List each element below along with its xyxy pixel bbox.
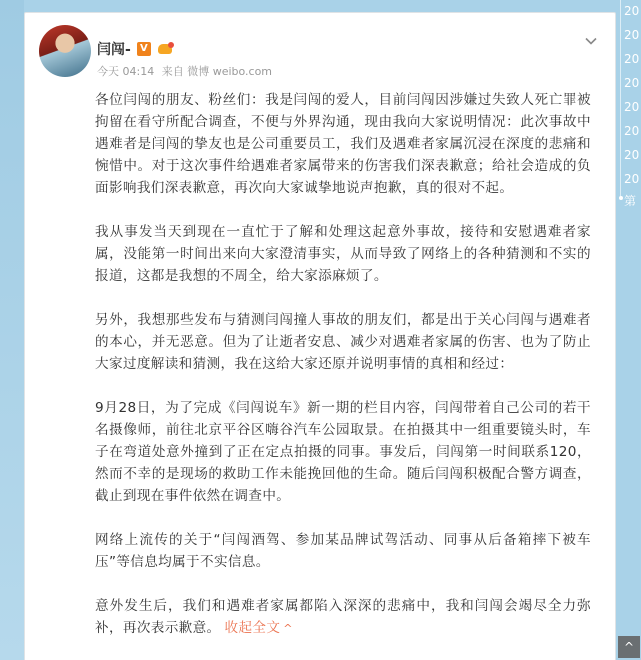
post-paragraph: 我从事发当天到现在一直忙于了解和处理这起意外事故，接待和安慰遇难者家属，没能第一时间出来向大家澄清事实，从而导致了网络上的各种猜测和不实的报道，这都是我想的不周全，给大家添麻烦了。 — [95, 224, 591, 284]
verified-v-icon: V — [137, 42, 151, 56]
post-paragraph: 各位闫闯的朋友、粉丝们：我是闫闯的爱人，目前闫闯因涉嫌过失致人死亡罪被拘留在看守所配合调查，不便与外界沟通，现由我向大家说明情况：此次事故中遇难者是闫闯的挚友也是公司重要员工，我们及遇难者家属沉浸在深度的悲痛和惋惜中。对于这次事件给遇难者家属带来的伤害我们深表歉意；给社会造成的负面影响我们深表歉意，再次向大家诚挚地说声抱歉，真的很对不起。 — [95, 92, 591, 196]
back-to-top-icon[interactable]: ^ — [618, 636, 640, 658]
post-timestamp[interactable]: 今天 04:14 — [97, 65, 155, 78]
weibo-post-card — [24, 12, 616, 660]
post-paragraph-text: 意外发生后，我们和遇难者家属都陷入深深的悲痛中，我和闫闯会竭尽全力弥补，再次表示歉意。 — [95, 598, 591, 636]
timeline-year[interactable]: 20 — [624, 172, 640, 186]
post-paragraph: 网络上流传的关于“闫闯酒驾、参加某品牌试驾活动、同事从后备箱摔下被车压”等信息均属于不实信息。 — [95, 532, 591, 570]
timeline-year[interactable]: 20 — [624, 100, 640, 114]
timeline-sidebar — [616, 0, 641, 660]
timeline-last-label[interactable]: 第 — [624, 194, 637, 208]
timeline-year[interactable]: 20 — [624, 148, 640, 162]
collapse-full-text-link[interactable] — [225, 620, 293, 636]
timeline-year[interactable]: 20 — [624, 76, 640, 90]
post-meta — [97, 63, 276, 79]
post-paragraph: 9月28日，为了完成《闫闯说车》新一期的栏目内容，闫闯带着自己公司的若干名摄像师，前往北京平谷区嗨谷汽车公园取景。在拍摄其中一组重要镜头时，车子在弯道处意外撞到了正在定点拍摄的同事。事发后，闫闯第一时间联系120，然而不幸的是现场的救助工作未能挽回他的生命。随后闫闯积极配合警方调查，截止到现在事件依然在调查中。 — [95, 400, 591, 504]
avatar[interactable] — [39, 25, 91, 77]
timeline-dot — [619, 196, 623, 200]
timeline-line — [620, 0, 621, 198]
username[interactable]: 闫闯- — [97, 42, 131, 58]
post-source: 来自 微博 weibo.com — [161, 65, 273, 78]
post-paragraph: 另外，我想那些发布与猜测闫闯撞人事故的朋友们，都是出于关心闫闯与遇难者的本心，并无恶意。但为了让逝者安息、减少对遇难者家属的伤害、也为了防止大家过度解读和猜测，我在这给大家还原并说明事情的真相和经过： — [95, 312, 591, 372]
timeline-year[interactable]: 20 — [624, 124, 640, 138]
timeline-year[interactable]: 20 — [624, 52, 640, 66]
chevron-up-icon: ^ — [283, 622, 293, 635]
timeline-year[interactable]: 20 — [624, 4, 640, 18]
collapse-label: 收起全文 — [224, 620, 281, 636]
page-background-left — [0, 0, 24, 660]
chevron-down-icon[interactable] — [585, 35, 597, 47]
user-line — [97, 39, 175, 59]
member-crown-icon[interactable] — [157, 42, 175, 56]
post-body — [95, 89, 591, 660]
timeline-year[interactable]: 20 — [624, 28, 640, 42]
post-paragraph-last — [95, 595, 591, 640]
